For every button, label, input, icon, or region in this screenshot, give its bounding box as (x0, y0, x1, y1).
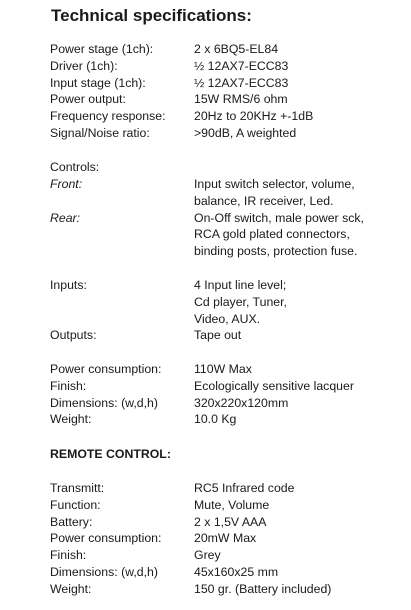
spec-value: Mute, Volume (194, 497, 270, 512)
spec-list (50, 41, 405, 142)
spec-label: Power consumption: (50, 531, 162, 546)
inputs-label: Inputs: (50, 278, 87, 292)
spec-label: Dimensions: (w,d,h) (50, 564, 158, 579)
outputs-row (50, 327, 405, 344)
spec-row (50, 497, 405, 514)
rear-line: binding posts, protection fuse. (194, 244, 358, 259)
spec-row (50, 564, 405, 581)
spec-row (50, 58, 405, 75)
spec-row (50, 125, 405, 142)
spec-value: 20mW Max (194, 531, 257, 546)
outputs-value: Tape out (194, 328, 242, 343)
inputs-line: Video, AUX. (194, 311, 261, 326)
spec-row (50, 378, 405, 395)
spec-value: Ecologically sensitive lacquer (194, 378, 354, 393)
spec-label: Transmitt: (50, 481, 105, 495)
inputs-line: 4 Input line level; (194, 278, 287, 292)
controls-front-row (50, 193, 405, 210)
spec-value: 150 gr. (Battery included) (194, 581, 332, 596)
front-line: Input switch selector, volume, (194, 177, 355, 191)
controls-front-row (50, 176, 405, 193)
spec-row (50, 41, 405, 58)
spec-row (50, 480, 405, 497)
physical-list (50, 361, 405, 428)
spec-row (50, 361, 405, 378)
inputs-row (50, 294, 405, 311)
controls-rear-row (50, 210, 405, 227)
spec-label: Power consumption: (50, 362, 162, 376)
inputs-row (50, 311, 405, 328)
spec-value: ½ 12AX7-ECC83 (194, 75, 289, 90)
spec-value: 320x220x120mm (194, 395, 289, 410)
spec-label: Input stage (1ch): (50, 75, 146, 90)
spec-value: 20Hz to 20KHz +-1dB (194, 109, 314, 124)
controls-list (50, 176, 405, 260)
spec-row (50, 547, 405, 564)
spec-row (50, 75, 405, 92)
spec-value: 10.0 Kg (194, 412, 237, 427)
io-list (50, 277, 405, 344)
spec-label: Function: (50, 497, 101, 512)
remote-heading: REMOTE CONTROL: (50, 447, 171, 461)
spec-value: >90dB, A weighted (194, 125, 297, 140)
spec-value: 45x160x25 mm (194, 564, 279, 579)
spec-value: 110W Max (194, 362, 252, 376)
spec-value: Grey (194, 548, 221, 563)
spec-label: Power stage (1ch): (50, 42, 154, 56)
spec-row (50, 530, 405, 547)
remote-list (50, 480, 405, 598)
spec-value: RC5 Infrared code (194, 481, 295, 495)
spec-value: 15W RMS/6 ohm (194, 92, 288, 107)
spec-row (50, 581, 405, 598)
spec-value: 2 x 1,5V AAA (194, 514, 267, 529)
controls-rear-row (50, 226, 405, 243)
spec-label: Driver (1ch): (50, 58, 118, 73)
spec-row (50, 91, 405, 108)
rear-line: On-Off switch, male power sck, (194, 210, 364, 225)
rear-line: RCA gold plated connectors, (194, 227, 350, 242)
front-line: balance, IR receiver, Led. (194, 193, 334, 208)
spec-label: Finish: (50, 548, 87, 563)
spec-label: Battery: (50, 514, 93, 529)
page-title: Technical specifications: (51, 6, 252, 25)
inputs-row (50, 277, 405, 294)
spec-label: Signal/Noise ratio: (50, 125, 150, 140)
spec-row (50, 395, 405, 412)
spec-value: ½ 12AX7-ECC83 (194, 58, 289, 73)
spec-label: Finish: (50, 378, 87, 393)
spec-row (50, 514, 405, 531)
inputs-line: Cd player, Tuner, (194, 294, 287, 309)
spec-row (50, 411, 405, 428)
spec-label: Power output: (50, 92, 126, 107)
rear-label: Rear: (50, 210, 81, 225)
spec-label: Weight: (50, 581, 92, 596)
controls-rear-row (50, 243, 405, 260)
front-label: Front: (50, 177, 83, 191)
spec-row (50, 108, 405, 125)
spec-value: 2 x 6BQ5-EL84 (194, 42, 279, 56)
spec-label: Frequency response: (50, 109, 166, 124)
spec-label: Dimensions: (w,d,h) (50, 395, 158, 410)
spec-label: Weight: (50, 412, 92, 427)
outputs-label: Outputs: (50, 328, 97, 343)
controls-heading: Controls: (50, 160, 100, 174)
